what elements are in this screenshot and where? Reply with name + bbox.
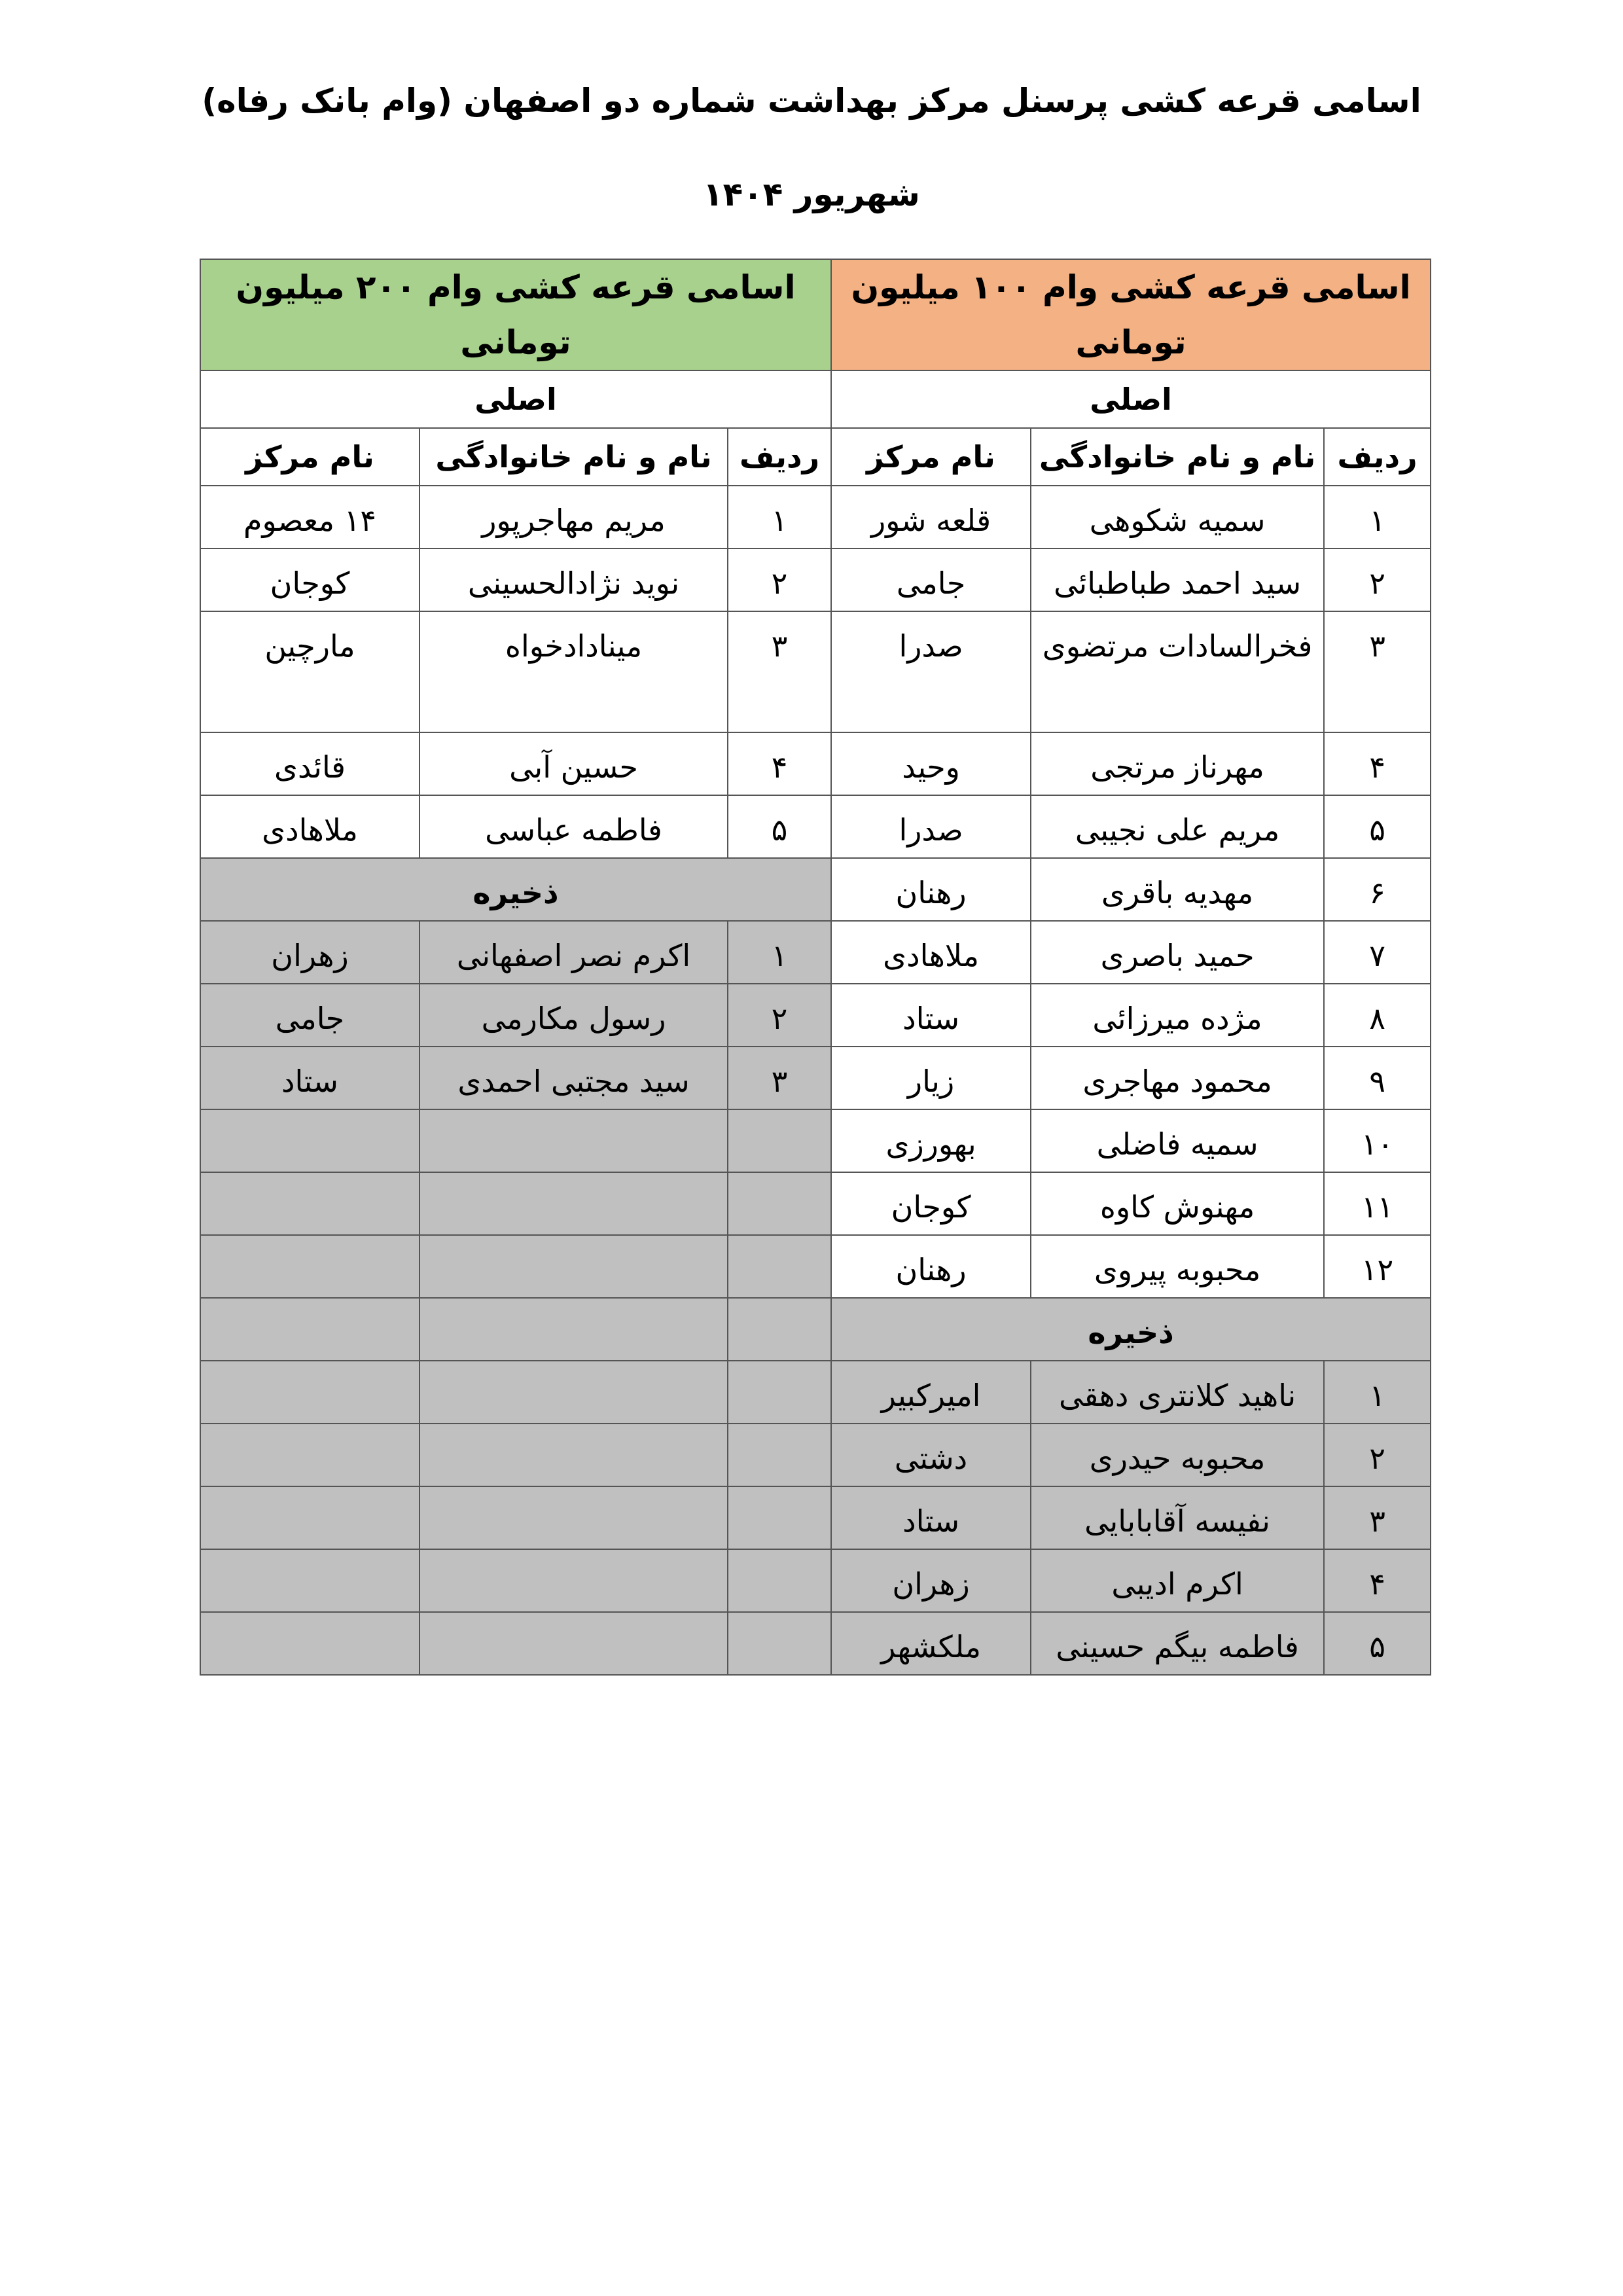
table-row bbox=[200, 795, 1431, 858]
empty-cell bbox=[200, 1298, 419, 1361]
table-row bbox=[200, 1047, 1431, 1109]
row-number: ۵ bbox=[1324, 1612, 1431, 1675]
person-name: مریم علی نجیبی bbox=[1031, 795, 1324, 858]
center-name: زیار bbox=[831, 1047, 1031, 1109]
empty-cell bbox=[200, 1235, 419, 1298]
empty-cell bbox=[200, 1361, 419, 1424]
center-name: کوجان bbox=[831, 1172, 1031, 1235]
row-number: ۷ bbox=[1324, 921, 1431, 984]
loan-200-reserve-label: ذخیره bbox=[200, 858, 831, 921]
center-name: ستاد bbox=[200, 1047, 419, 1109]
empty-cell bbox=[728, 1549, 831, 1612]
person-name: سید احمد طباطبائی bbox=[1031, 548, 1324, 611]
person-name: حمید باصری bbox=[1031, 921, 1324, 984]
empty-cell bbox=[728, 1298, 831, 1361]
table-heading-row bbox=[200, 259, 1431, 370]
column-header: نام مرکز bbox=[831, 428, 1031, 486]
table-row bbox=[200, 732, 1431, 795]
empty-cell bbox=[728, 1172, 831, 1235]
row-number: ۱ bbox=[728, 486, 831, 548]
table-row bbox=[200, 984, 1431, 1047]
center-name: زهران bbox=[200, 921, 419, 984]
person-name: مهدیه باقری bbox=[1031, 858, 1324, 921]
row-number: ۵ bbox=[728, 795, 831, 858]
loan-100-reserve-label: ذخیره bbox=[831, 1298, 1431, 1361]
table-row bbox=[200, 1612, 1431, 1675]
center-name: مارچین bbox=[200, 611, 419, 732]
row-number: ۱۰ bbox=[1324, 1109, 1431, 1172]
center-name: دشتی bbox=[831, 1424, 1031, 1486]
table-row bbox=[200, 1549, 1431, 1612]
row-number: ۱ bbox=[1324, 486, 1431, 548]
table-row bbox=[200, 1361, 1431, 1424]
person-name: حسین آبی bbox=[419, 732, 728, 795]
empty-cell bbox=[200, 1612, 419, 1675]
row-number: ۶ bbox=[1324, 858, 1431, 921]
person-name: محبوبه پیروی bbox=[1031, 1235, 1324, 1298]
document-title: اسامی قرعه کشی پرسنل مرکز بهداشت شماره دو اصفهان (وام بانک رفاه) bbox=[202, 82, 1421, 120]
person-name: مریم مهاجرپور bbox=[419, 486, 728, 548]
empty-cell bbox=[728, 1361, 831, 1424]
center-name: امیرکبیر bbox=[831, 1361, 1031, 1424]
row-number: ۲ bbox=[728, 548, 831, 611]
person-name: فاطمه بیگم حسینی bbox=[1031, 1612, 1324, 1675]
lottery-table bbox=[200, 259, 1431, 1676]
loan-200-heading: اسامی قرعه کشی وام ۲۰۰ میلیون تومانی bbox=[200, 259, 831, 370]
loan-100-main-label: اصلی bbox=[831, 370, 1431, 428]
person-name: سمیه شکوهی bbox=[1031, 486, 1324, 548]
row-number: ۱ bbox=[728, 921, 831, 984]
center-name: ملاهادی bbox=[831, 921, 1031, 984]
person-name: فخرالسادات مرتضوی bbox=[1031, 611, 1324, 732]
empty-cell bbox=[419, 1612, 728, 1675]
person-name: محمود مهاجری bbox=[1031, 1047, 1324, 1109]
column-header: نام مرکز bbox=[200, 428, 419, 486]
center-name: جامی bbox=[200, 984, 419, 1047]
empty-cell bbox=[419, 1235, 728, 1298]
person-name: مژده میرزائی bbox=[1031, 984, 1324, 1047]
center-name: وحید bbox=[831, 732, 1031, 795]
center-name: جامی bbox=[831, 548, 1031, 611]
center-name: صدرا bbox=[831, 611, 1031, 732]
row-number: ۴ bbox=[728, 732, 831, 795]
row-number: ۲ bbox=[728, 984, 831, 1047]
center-name: ملکشهر bbox=[831, 1612, 1031, 1675]
center-name: ستاد bbox=[831, 984, 1031, 1047]
person-name: سمیه فاضلی bbox=[1031, 1109, 1324, 1172]
column-header: ردیف bbox=[728, 428, 831, 486]
row-number: ۸ bbox=[1324, 984, 1431, 1047]
empty-cell bbox=[728, 1109, 831, 1172]
center-name: ملاهادی bbox=[200, 795, 419, 858]
table-row bbox=[200, 486, 1431, 548]
row-number: ۱۲ bbox=[1324, 1235, 1431, 1298]
loan-200-main-label: اصلی bbox=[200, 370, 831, 428]
center-name: کوجان bbox=[200, 548, 419, 611]
table-row bbox=[200, 1172, 1431, 1235]
center-name: صدرا bbox=[831, 795, 1031, 858]
person-name: ناهید کلانتری دهقی bbox=[1031, 1361, 1324, 1424]
empty-cell bbox=[419, 1424, 728, 1486]
empty-cell bbox=[419, 1486, 728, 1549]
row-number: ۱ bbox=[1324, 1361, 1431, 1424]
empty-cell bbox=[200, 1172, 419, 1235]
empty-cell bbox=[200, 1424, 419, 1486]
row-number: ۳ bbox=[728, 1047, 831, 1109]
table-row bbox=[200, 1109, 1431, 1172]
center-name: قائدی bbox=[200, 732, 419, 795]
row-number: ۲ bbox=[1324, 548, 1431, 611]
person-name: مهرناز مرتجی bbox=[1031, 732, 1324, 795]
row-number: ۹ bbox=[1324, 1047, 1431, 1109]
table-row bbox=[200, 548, 1431, 611]
person-name: فاطمه عباسی bbox=[419, 795, 728, 858]
person-name: مهنوش کاوه bbox=[1031, 1172, 1324, 1235]
column-header: نام و نام خانوادگی bbox=[1031, 428, 1324, 486]
table-row bbox=[200, 1424, 1431, 1486]
person-name: سید مجتبی احمدی bbox=[419, 1047, 728, 1109]
column-header: ردیف bbox=[1324, 428, 1431, 486]
center-name: رهنان bbox=[831, 858, 1031, 921]
empty-cell bbox=[200, 1486, 419, 1549]
empty-cell bbox=[419, 1172, 728, 1235]
document-subtitle-date: شهریور ۱۴۰۴ bbox=[703, 175, 920, 213]
empty-cell bbox=[419, 1549, 728, 1612]
column-header: نام و نام خانوادگی bbox=[419, 428, 728, 486]
person-name: نوید نژادالحسینی bbox=[419, 548, 728, 611]
person-name: محبوبه حیدری bbox=[1031, 1424, 1324, 1486]
empty-cell bbox=[419, 1361, 728, 1424]
row-number: ۴ bbox=[1324, 732, 1431, 795]
person-name: رسول مکارمی bbox=[419, 984, 728, 1047]
empty-cell bbox=[728, 1424, 831, 1486]
center-name: ستاد bbox=[831, 1486, 1031, 1549]
empty-cell bbox=[419, 1298, 728, 1361]
row-number: ۳ bbox=[1324, 611, 1431, 732]
center-name: زهران bbox=[831, 1549, 1031, 1612]
table-row bbox=[200, 858, 1431, 921]
table-row bbox=[200, 611, 1431, 732]
row-number: ۴ bbox=[1324, 1549, 1431, 1612]
table-row bbox=[200, 1235, 1431, 1298]
row-number: ۱۱ bbox=[1324, 1172, 1431, 1235]
person-name: اکرم نصر اصفهانی bbox=[419, 921, 728, 984]
center-name: بهورزی bbox=[831, 1109, 1031, 1172]
empty-cell bbox=[200, 1549, 419, 1612]
center-name: قلعه شور bbox=[831, 486, 1031, 548]
table-row bbox=[200, 1298, 1431, 1361]
person-name: مینادادخواه bbox=[419, 611, 728, 732]
section-label-row bbox=[200, 370, 1431, 428]
empty-cell bbox=[200, 1109, 419, 1172]
person-name: نفیسه آقابابایی bbox=[1031, 1486, 1324, 1549]
empty-cell bbox=[728, 1612, 831, 1675]
center-name: رهنان bbox=[831, 1235, 1031, 1298]
empty-cell bbox=[419, 1109, 728, 1172]
row-number: ۳ bbox=[1324, 1486, 1431, 1549]
empty-cell bbox=[728, 1486, 831, 1549]
row-number: ۵ bbox=[1324, 795, 1431, 858]
center-name: ۱۴ معصوم bbox=[200, 486, 419, 548]
table-row bbox=[200, 1486, 1431, 1549]
column-header-row bbox=[200, 428, 1431, 486]
person-name: اکرم ادیبی bbox=[1031, 1549, 1324, 1612]
row-number: ۲ bbox=[1324, 1424, 1431, 1486]
empty-cell bbox=[728, 1235, 831, 1298]
row-number: ۳ bbox=[728, 611, 831, 732]
loan-100-heading: اسامی قرعه کشی وام ۱۰۰ میلیون تومانی bbox=[831, 259, 1431, 370]
table-row bbox=[200, 921, 1431, 984]
